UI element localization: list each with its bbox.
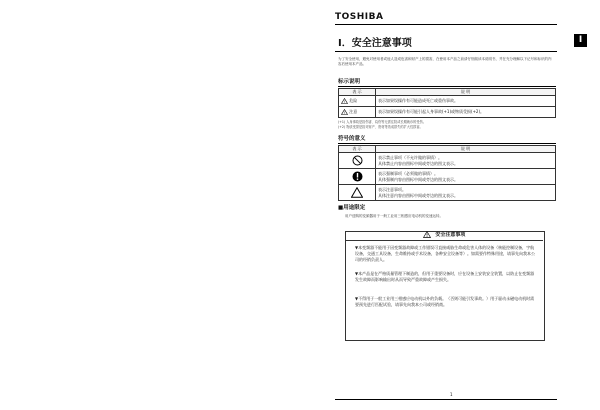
mandatory-icon (352, 171, 363, 182)
symbols-col-desc: 说 明 (376, 146, 556, 153)
marking-heading: 标示说明 (338, 79, 361, 85)
prohibition-icon (352, 155, 363, 166)
svg-text:!: ! (343, 111, 346, 115)
marking-notes (338, 120, 554, 129)
usage-note: 用户选购的变频器用于一般工业用三相感应电动机的变速运转。 (345, 214, 443, 218)
safety-box-header (345, 231, 543, 241)
marking-desc-danger: 表示如果误操作有可能造成死亡或重伤事故。 (376, 96, 556, 107)
warning-triangle-icon (423, 231, 431, 238)
symbol-desc-line: 表示强制事项（必须做的事情）。 (378, 170, 438, 176)
usage-heading: ■用途限定 (338, 205, 366, 211)
header-divider (335, 24, 557, 25)
marking-table (338, 88, 556, 118)
marking-note: (+2) 物质受损是指对财产、资材等造成损失的扩大性损害。 (338, 124, 423, 129)
symbol-desc-line: 具体强制内容由图标中间或旁边的图文表示。 (378, 176, 458, 182)
svg-text:!: ! (425, 233, 428, 238)
chapter-tab: I (574, 34, 587, 47)
marking-note: (+1) 人身事故是指伤害、烧伤等无需住院或长期就诊的受伤。 (338, 120, 426, 124)
symbol-desc-line: 表示禁止事项（不允许做的事情）。 (378, 154, 442, 160)
symbol-desc-line: 表示注意事项。 (378, 186, 406, 192)
symbols-table (338, 145, 556, 201)
table-row (339, 169, 556, 185)
symbol-desc-line: 具体禁止内容由图标中间或旁边的图文表示。 (378, 160, 458, 166)
marking-desc-caution: 表示如果误操作有可能引起人身事故(+1)或物质受损(+2)。 (376, 107, 556, 118)
marking-label-danger: 危险 (349, 98, 358, 103)
symbols-heading-rule (338, 143, 556, 144)
marking-heading-rule (338, 86, 556, 87)
page-title: I．安全注意事项 (338, 38, 412, 49)
title-divider (335, 51, 557, 52)
svg-text:!: ! (343, 100, 346, 104)
safety-item: ▼不得用于一般工业用三相感应电动机以外的负载。（否则可能引发事故。）用于驱动永磁电动机时需要预先进行匹配试验，请事先向我本公司或经销商。 (355, 296, 535, 307)
warning-triangle-icon (341, 109, 348, 115)
safety-item: ▼本变频器不能用于因变频器故障或工作错误可直接威胁生命或危害人体的设备（核能控制设备，宇航设备，交通工具设备，生命维持或手术设备，各种安全设备等）。如需要作特殊用途，请事先向我本公司的经销负责人。 (355, 245, 535, 262)
intro-paragraph: 为了安全使用，避免对使用者或他人造成危害和财产上的损害，在使用本产品之前请仔细阅读本说明书，并在充分理解以下记号和标识的内容后使用本产品。 (338, 57, 552, 66)
marking-col-mark: 表 示 (339, 89, 376, 96)
page-number: 1 (450, 392, 453, 397)
symbol-desc-line: 具体注意内容由图标中间或旁边的图文表示。 (378, 192, 458, 198)
safety-box-title: 安全注意事项 (435, 232, 466, 238)
symbols-heading: 符号的意义 (338, 136, 366, 142)
marking-label-caution: 注意 (349, 109, 358, 114)
table-row (339, 185, 556, 201)
marking-col-desc: 说 明 (376, 89, 556, 96)
table-row (339, 153, 556, 169)
footer-divider (335, 399, 557, 400)
warning-triangle-icon (341, 98, 348, 104)
symbols-col-mark: 表 示 (339, 146, 376, 153)
table-row (339, 107, 556, 118)
table-row (339, 96, 556, 107)
brand-logo-text: TOSHIBA (335, 12, 384, 22)
caution-triangle-icon (351, 187, 363, 198)
safety-item: ▼本产品是在严格质量管理下制造的，但用于重要设备时，应在设备上安装安全装置，以防止在变频器发生故障而影响输出时从而导致严重故障或产生损失。 (355, 271, 535, 282)
